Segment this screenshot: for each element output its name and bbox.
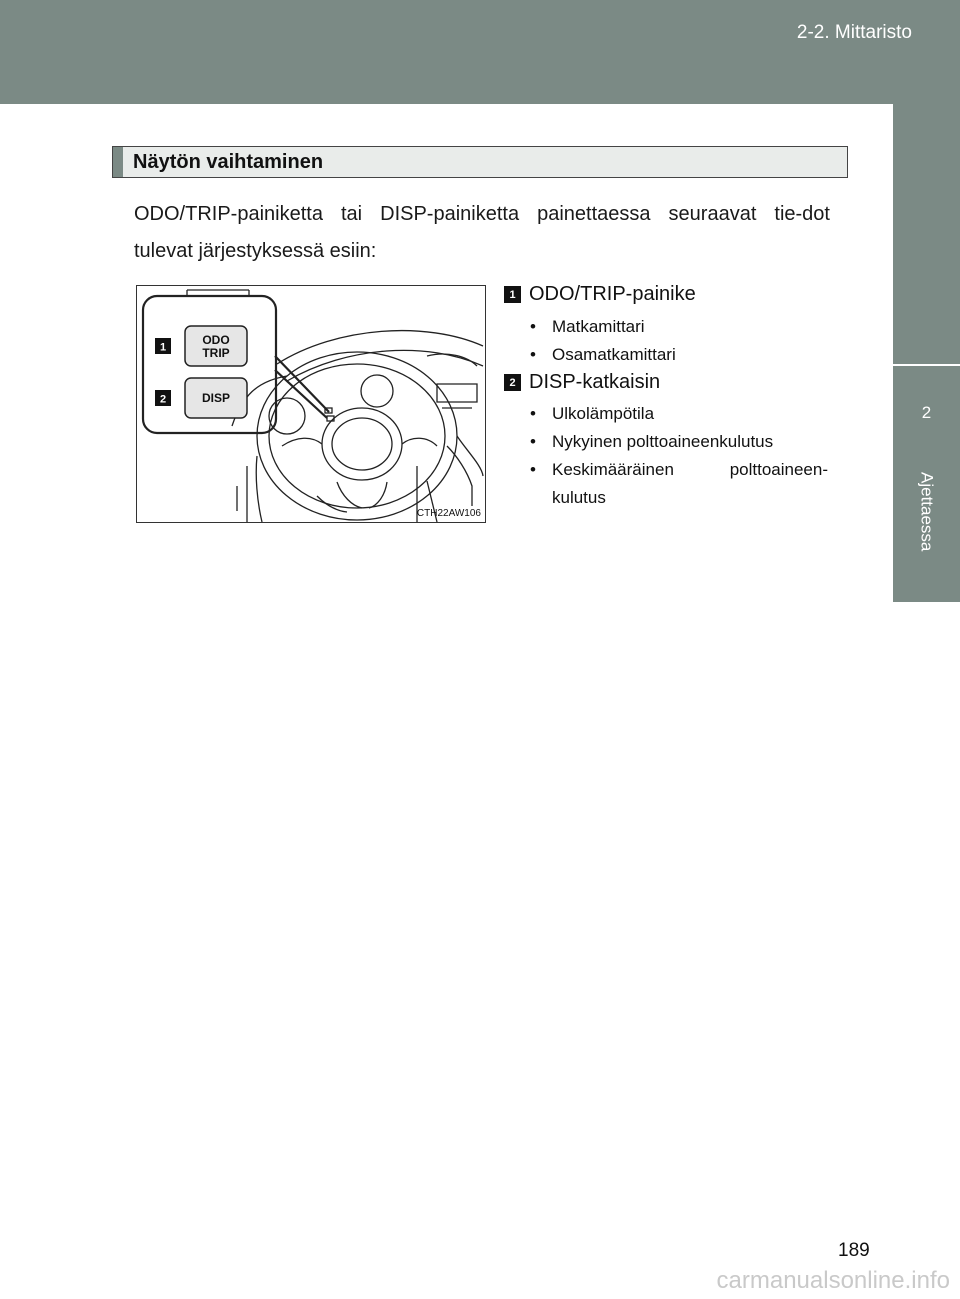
side-tab-number: 2 xyxy=(893,366,960,460)
button-disp-label: DISP xyxy=(201,391,231,405)
watermark: carmanualsonline.info xyxy=(716,1267,950,1294)
side-tab-label-text: Ajettaessa xyxy=(917,472,937,552)
intro-paragraph: ODO/TRIP-painiketta tai DISP-painiketta painettaessa seuraavat tie-dot tulevat järjestyksessä esiin: xyxy=(134,203,830,262)
item-1-bullets xyxy=(530,313,676,369)
chapter-title: 2-2. Mittaristo xyxy=(796,22,912,43)
steering-wheel-illustration xyxy=(137,286,485,522)
item-1-badge: 1 xyxy=(504,286,521,303)
figure-callout-1: 1 xyxy=(159,341,167,354)
side-tab-label xyxy=(893,460,960,602)
section-heading-text: Näytön vaihtaminen xyxy=(133,150,324,173)
figure-callout-2: 2 xyxy=(159,393,167,406)
item-1-heading xyxy=(504,283,696,306)
item-2-heading xyxy=(504,371,660,394)
button-odo-label: ODO xyxy=(202,333,230,347)
section-heading xyxy=(112,146,848,178)
list-item: • Osamatkamittari xyxy=(530,341,676,369)
list-item: • Nykyinen polttoaineenkulutus xyxy=(530,428,830,456)
figure-steering-wheel xyxy=(136,285,486,523)
item-2-title: DISP-katkaisin xyxy=(529,371,661,393)
header-band xyxy=(0,0,960,104)
item-2-bullets xyxy=(530,400,830,512)
item-1-title: ODO/TRIP-painike xyxy=(529,283,696,305)
side-tab-upper xyxy=(893,104,960,364)
button-trip-label: TRIP xyxy=(202,346,230,360)
page-number: 189 xyxy=(838,1240,870,1261)
list-item: • Keskimääräinen polttoaineen-kulutus xyxy=(530,456,828,512)
list-item: • Ulkolämpötila xyxy=(530,400,830,428)
list-item: • Matkamittari xyxy=(530,313,676,341)
item-2-badge: 2 xyxy=(504,374,521,391)
figure-code: CTH22AW106 xyxy=(416,508,481,519)
section-heading-bar xyxy=(113,147,123,177)
